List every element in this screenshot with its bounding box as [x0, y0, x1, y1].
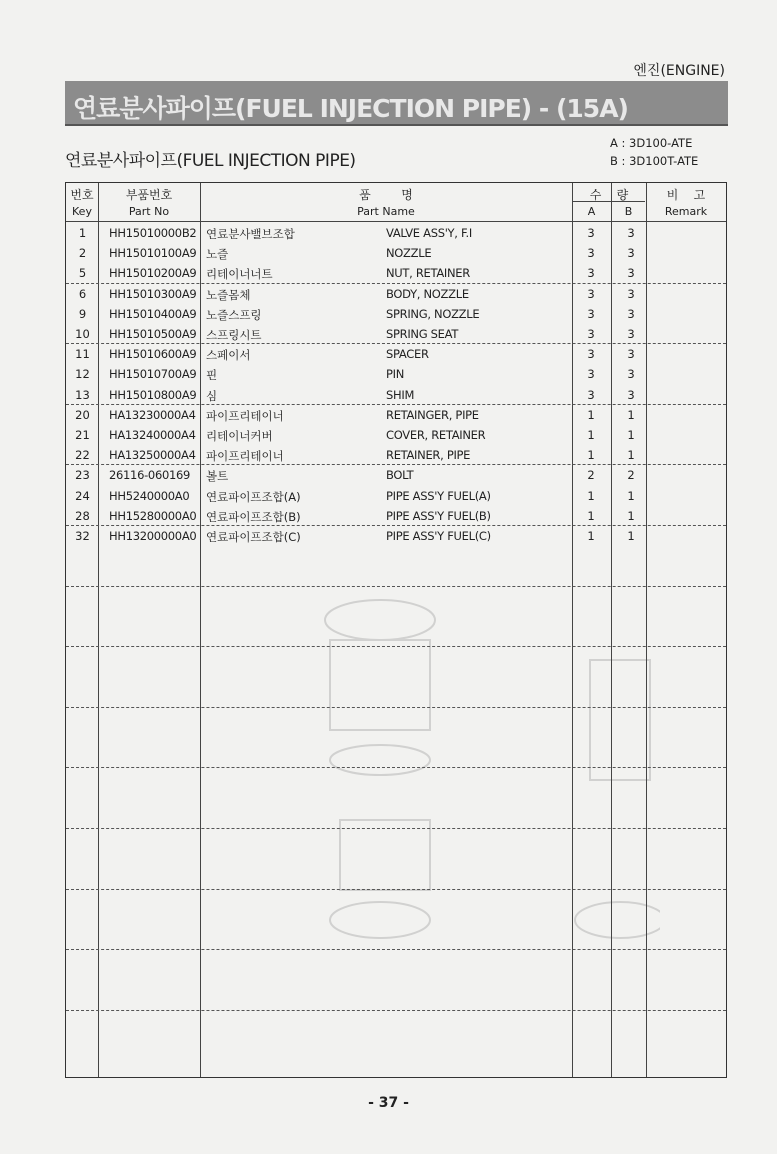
- row-part-name: PIPE ASS'Y FUEL(B): [386, 508, 491, 523]
- row-korean-name: 연료파이프조합(C): [206, 530, 301, 544]
- row-part-no: HH15010800A9: [109, 387, 197, 402]
- row-qty-a: 1: [587, 448, 595, 463]
- row-qty-b: 3: [627, 347, 635, 362]
- header-qty-a: A: [587, 205, 596, 218]
- row-qty-b: 1: [627, 508, 635, 523]
- table-row: [66, 526, 726, 546]
- row-korean-name: 심: [206, 388, 218, 403]
- parts-table: [65, 182, 727, 1078]
- row-qty-b: 1: [627, 529, 635, 543]
- row-part-name: RETAINER, PIPE: [386, 448, 471, 463]
- row-qty-a: 1: [587, 529, 595, 543]
- row-key: 1: [78, 226, 87, 240]
- row-korean-name: 핀: [206, 368, 218, 383]
- row-qty-a: 1: [587, 428, 595, 442]
- row-korean-name: 파이프리테이너: [206, 408, 284, 423]
- row-qty-b: 3: [627, 286, 635, 301]
- model-a-label: A : 3D100-ATE: [610, 136, 693, 150]
- row-part-no: HH15010100A9: [109, 246, 197, 261]
- row-korean-name: 볼트: [206, 469, 229, 484]
- row-korean-name: 노즐스프링: [206, 307, 262, 322]
- row-part-no: HH15010600A9: [109, 347, 197, 362]
- row-key: 5: [78, 266, 87, 281]
- table-row: [66, 304, 726, 324]
- table-row: [66, 425, 726, 445]
- row-qty-b: 3: [627, 246, 635, 261]
- row-qty-a: 1: [587, 508, 595, 523]
- row-key: 12: [75, 367, 90, 382]
- row-key: 20: [75, 407, 90, 422]
- row-qty-a: 3: [587, 286, 595, 301]
- row-qty-b: 1: [627, 488, 635, 503]
- row-qty-b: 1: [627, 448, 635, 463]
- row-part-name: NUT, RETAINER: [386, 266, 470, 281]
- table-subtitle: 연료분사파이프(FUEL INJECTION PIPE): [65, 151, 356, 171]
- row-korean-name: 노즐: [206, 247, 229, 262]
- row-part-name: SPRING SEAT: [386, 327, 459, 341]
- table-row: [66, 506, 726, 526]
- row-part-name: BODY, NOZZLE: [386, 286, 469, 301]
- row-qty-b: 3: [627, 266, 635, 281]
- row-part-no: HH15010500A9: [109, 327, 197, 341]
- table-row: [66, 465, 726, 485]
- row-key: 32: [75, 529, 90, 543]
- row-key: 13: [75, 387, 90, 402]
- row-qty-a: 3: [587, 306, 595, 321]
- row-part-no: HH5240000A0: [109, 488, 190, 503]
- row-key: 22: [75, 448, 90, 463]
- table-row: [66, 405, 726, 425]
- row-part-name: RETAINGER, PIPE: [386, 407, 479, 422]
- model-b-label: B : 3D100T-ATE: [610, 154, 699, 168]
- header-qty: 수 량: [589, 188, 629, 202]
- row-part-name: NOZZLE: [386, 246, 432, 261]
- table-row: [66, 243, 726, 263]
- page-title-banner: [65, 81, 728, 126]
- table-row: [66, 364, 726, 384]
- table-row: [66, 324, 726, 344]
- row-part-no: HH15010000B2: [109, 226, 197, 240]
- row-qty-a: 3: [587, 367, 595, 382]
- row-key: 11: [75, 347, 90, 362]
- row-korean-name: 리테이너너트: [206, 267, 273, 282]
- row-qty-a: 3: [587, 226, 595, 240]
- table-row: [66, 486, 726, 506]
- row-part-name: BOLT: [386, 468, 414, 483]
- row-part-name: PIPE ASS'Y FUEL(A): [386, 488, 491, 503]
- row-korean-name: 연료파이프조합(B): [206, 509, 301, 524]
- section-label: 엔진(ENGINE): [633, 63, 725, 79]
- row-qty-b: 2: [627, 468, 635, 483]
- row-korean-name: 파이프리테이너: [206, 449, 284, 464]
- row-qty-b: 3: [627, 327, 635, 341]
- table-row: [66, 385, 726, 405]
- header-part-no: 부품번호 Part No: [125, 188, 173, 218]
- row-qty-a: 3: [587, 347, 595, 362]
- table-row: [66, 445, 726, 465]
- row-qty-b: 3: [627, 226, 635, 240]
- row-key: 28: [75, 508, 90, 523]
- row-qty-b: 3: [627, 367, 635, 382]
- row-qty-a: 1: [587, 407, 595, 422]
- row-part-name: SPRING, NOZZLE: [386, 306, 480, 321]
- row-qty-b: 3: [627, 306, 635, 321]
- row-qty-b: 1: [627, 407, 635, 422]
- row-korean-name: 연료분사밸브조합: [206, 227, 295, 241]
- row-korean-name: 연료파이프조합(A): [206, 489, 301, 504]
- row-part-name: SPACER: [386, 347, 429, 362]
- row-part-no: 26116-060169: [109, 468, 191, 483]
- row-part-no: HH15010200A9: [109, 266, 197, 281]
- row-qty-a: 3: [587, 327, 595, 341]
- row-qty-a: 1: [587, 488, 595, 503]
- row-part-no: HA13240000A4: [109, 428, 196, 442]
- row-part-no: HH15010300A9: [109, 286, 197, 301]
- row-key: 24: [75, 488, 90, 503]
- row-part-no: HH15010400A9: [109, 306, 197, 321]
- row-part-name: COVER, RETAINER: [386, 428, 486, 442]
- row-part-name: VALVE ASS'Y, F.I: [386, 226, 472, 240]
- row-qty-a: 2: [587, 468, 595, 483]
- row-korean-name: 노즐몸체: [206, 287, 251, 302]
- row-korean-name: 스페이서: [206, 348, 251, 363]
- row-key: 6: [78, 286, 87, 301]
- row-korean-name: 리테이너커버: [206, 429, 273, 443]
- table-row: [66, 344, 726, 364]
- row-qty-b: 1: [627, 428, 635, 442]
- row-part-no: HA13230000A4: [109, 407, 196, 422]
- row-part-no: HA13250000A4: [109, 448, 196, 463]
- header-remark: 비 고 Remark: [664, 188, 708, 218]
- table-row: [66, 284, 726, 304]
- row-key: 9: [78, 306, 87, 321]
- row-part-name: SHIM: [386, 387, 415, 402]
- header-key: 번호 Key: [70, 188, 94, 218]
- row-key: 23: [75, 468, 90, 483]
- header-qty-b: B: [624, 205, 633, 218]
- row-qty-a: 3: [587, 387, 595, 402]
- row-key: 2: [78, 246, 87, 261]
- row-korean-name: 스프링시트: [206, 328, 262, 342]
- row-key: 10: [75, 327, 90, 341]
- row-part-name: PIPE ASS'Y FUEL(C): [386, 529, 491, 543]
- row-qty-a: 3: [587, 246, 595, 261]
- table-row: [66, 223, 726, 243]
- row-part-no: HH13200000A0: [109, 529, 197, 543]
- page-title: 연료분사파이프(FUEL INJECTION PIPE) - (15A): [73, 94, 628, 123]
- page-number: - 37 -: [368, 1095, 409, 1111]
- row-part-name: PIN: [386, 367, 405, 382]
- row-qty-b: 3: [627, 387, 635, 402]
- row-part-no: HH15280000A0: [109, 508, 197, 523]
- row-qty-a: 3: [587, 266, 595, 281]
- table-row: [66, 263, 726, 283]
- row-key: 21: [75, 428, 90, 442]
- row-part-no: HH15010700A9: [109, 367, 197, 382]
- header-part-name: 품 명 Part Name: [357, 188, 415, 218]
